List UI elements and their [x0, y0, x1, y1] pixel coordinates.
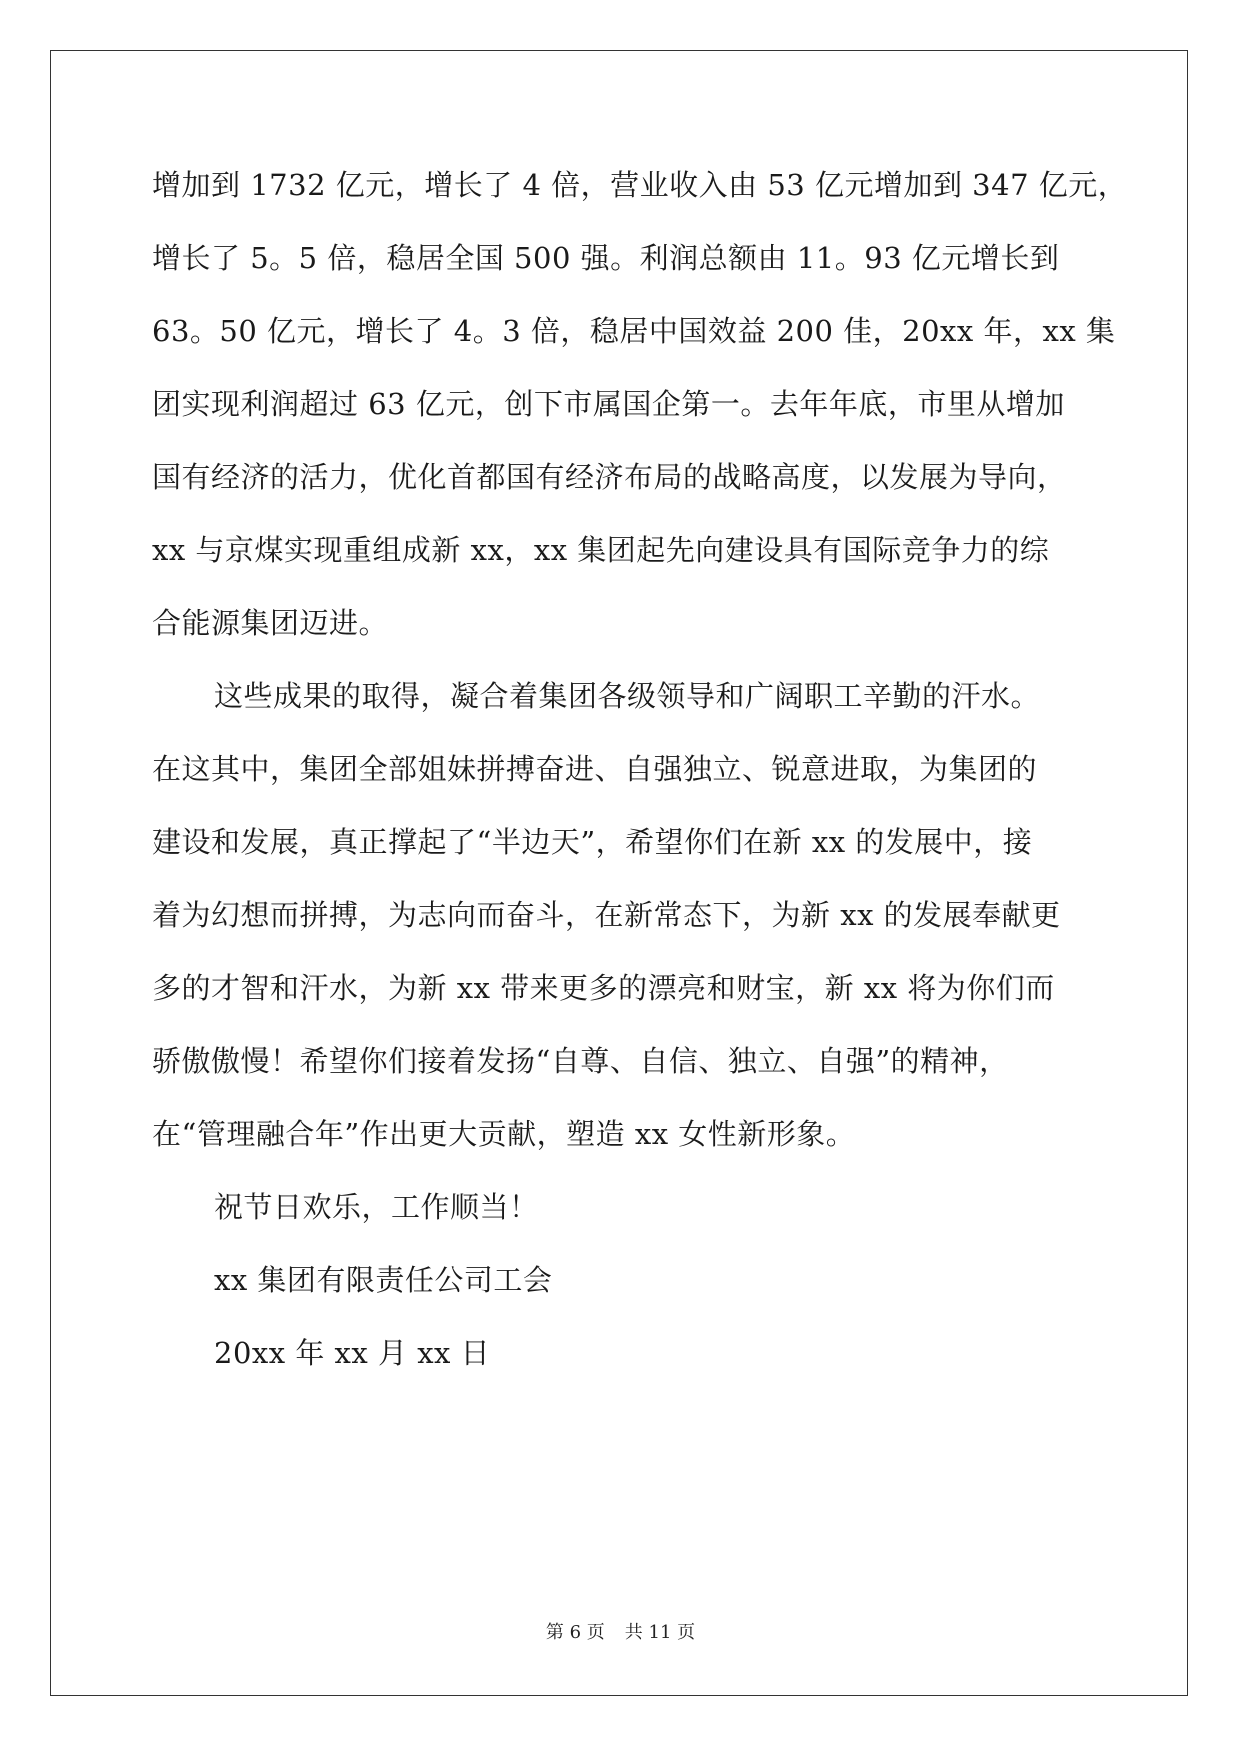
page-footer: [0, 1622, 1241, 1644]
paragraph-2-line-6: 骄傲傲慢！希望你们接着发扬“自尊、自信、独立、自强”的精神，: [152, 1044, 1009, 1078]
page-number: 第 6 页: [545, 1622, 605, 1643]
paragraph-2-line-5: 多的才智和汗水，为新 xx 带来更多的漂亮和财宝，新 xx 将为你们而: [152, 971, 1055, 1005]
paragraph-2-line-3: 建设和发展，真正撑起了“半边天”，希望你们在新 xx 的发展中，接: [152, 825, 1033, 859]
closing-greeting: 祝节日欢乐，工作顺当！: [214, 1190, 539, 1224]
paragraph-2-line-7: 在“管理融合年”作出更大贡献，塑造 xx 女性新形象。: [152, 1117, 856, 1151]
paragraph-1-line-5: 国有经济的活力，优化首都国有经济布局的战略高度，以发展为导向，: [152, 460, 1067, 494]
paragraph-2-line-1: 这些成果的取得，凝合着集团各级领导和广阔职工辛勤的汗水。: [214, 679, 1041, 713]
paragraph-1-line-2: 增长了 5。5 倍，稳居全国 500 强。利润总额由 11。93 亿元增长到: [152, 241, 1060, 275]
paragraph-1-line-7: 合能源集团迈进。: [152, 606, 389, 640]
paragraph-2-line-4: 着为幻想而拼搏，为志向而奋斗，在新常态下，为新 xx 的发展奉献更: [152, 898, 1061, 932]
page-border: [50, 50, 1188, 1696]
paragraph-1-line-3: 63。50 亿元，增长了 4。3 倍，稳居中国效益 200 佳，20xx 年，xx 集: [152, 314, 1116, 348]
paragraph-1-line-1: 增加到 1732 亿元，增长了 4 倍，营业收入由 53 亿元增加到 347 亿元，: [152, 168, 1128, 202]
paragraph-2-line-2: 在这其中，集团全部姐妹拼搏奋进、自强独立、锐意进取，为集团的: [152, 752, 1038, 786]
page-total: 共 11 页: [624, 1622, 696, 1643]
paragraph-1-line-6: xx 与京煤实现重组成新 xx，xx 集团起先向建设具有国际竞争力的综: [152, 533, 1050, 567]
date: 20xx 年 xx 月 xx 日: [214, 1336, 491, 1370]
signature: xx 集团有限责任公司工会: [214, 1263, 553, 1297]
paragraph-1-line-4: 团实现利润超过 63 亿元，创下市属国企第一。去年年底，市里从增加: [152, 387, 1065, 421]
